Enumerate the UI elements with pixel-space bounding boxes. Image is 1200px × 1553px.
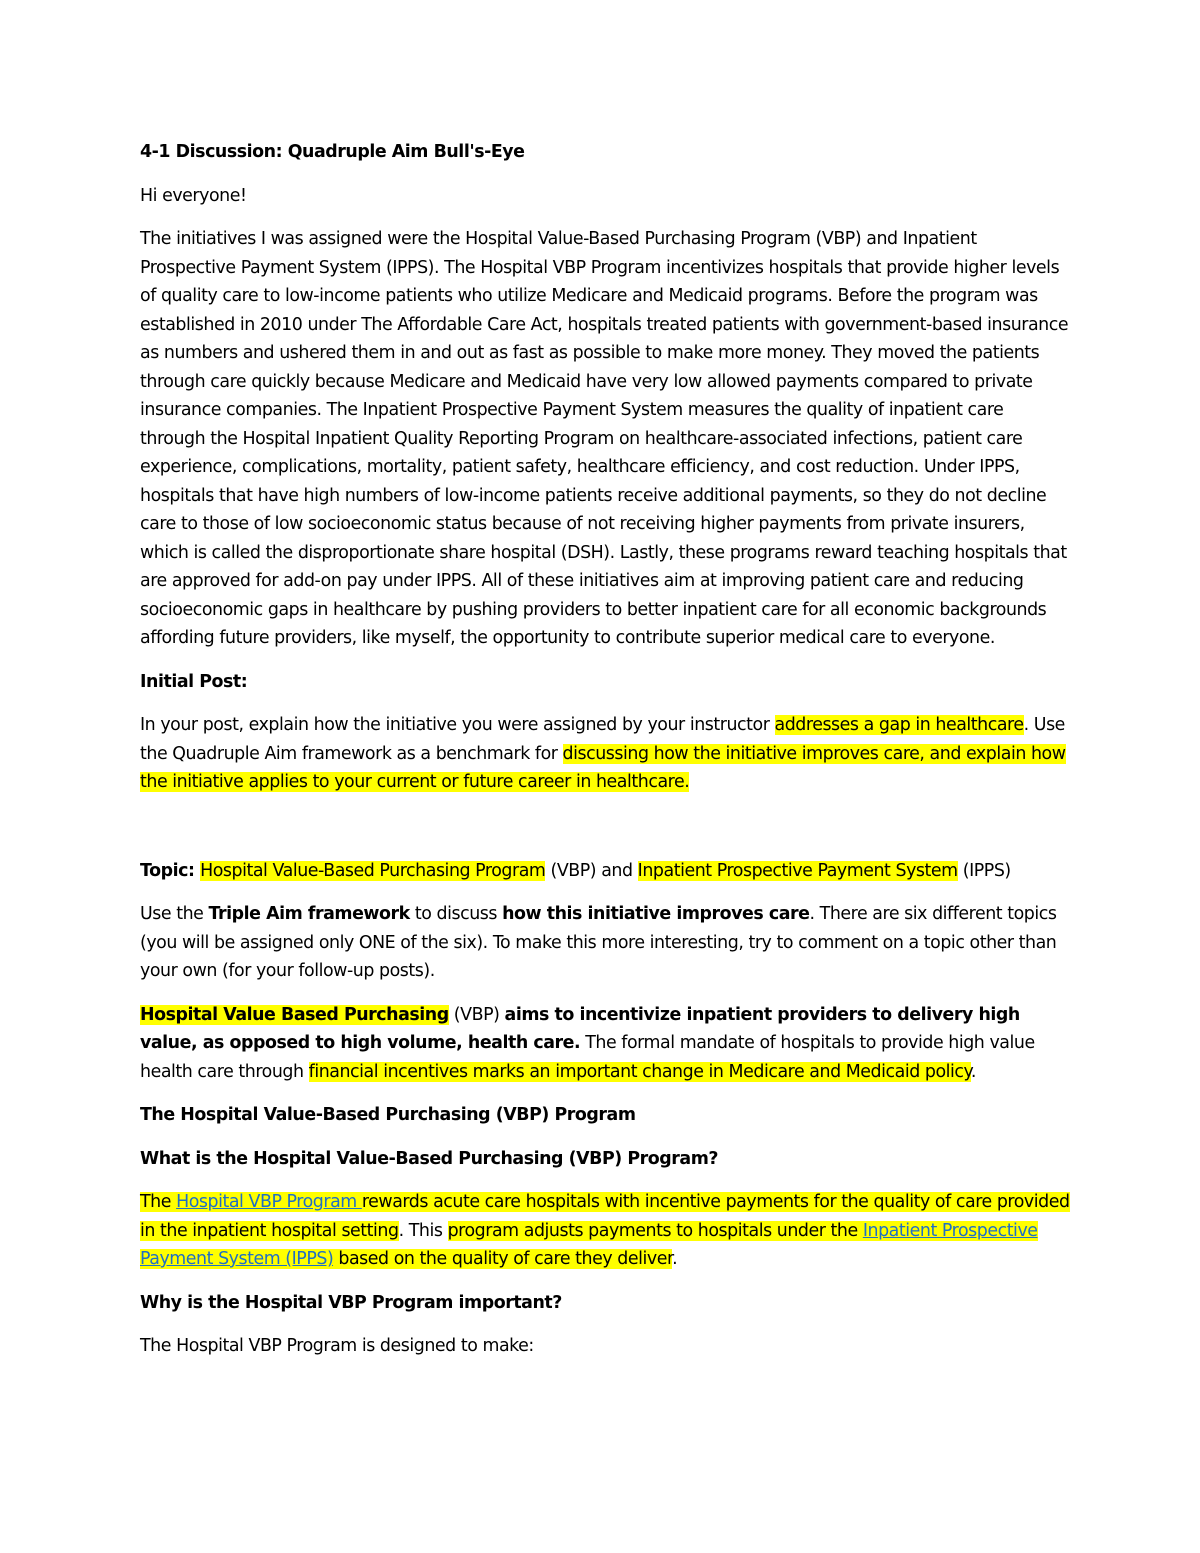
body-paragraph: The initiatives I was assigned were the Hospital Value-Based Purchasing Program (VBP) and Inpatient Prospective Payment System (IPPS). The Hospital VBP Program incentivizes hospitals that provide higher levels of quality care to low-income patients who utilize Medicare and Medicaid programs. Before the program was established in 2010 under The Affordable Care Act, hospitals treated patients with government-based insurance as numbers and ushered them in and out as fast as possible to make more money. They moved the patients through care quickly because Medicare and Medicaid have very low allowed payments compared to private insurance companies. The Inpatient Prospective Payment System measures the quality of inpatient care through the Hospital Inpatient Quality Reporting Program on healthcare-associated infections, patient care experience, complications, mortality, patient safety, healthcare efficiency, and cost reduction. Under IPPS, hospitals that have high numbers of low-income patients receive additional payments, so they do not decline care to those of low socioeconomic status because of not receiving higher payments from private insurers, which is called the disproportionate share hospital (DSH). Lastly, these programs reward teaching hospitals that are approved for add-on pay under IPPS. All of these initiatives aim at improving patient care and reducing socioeconomic gaps in healthcare by pushing providers to better inpatient care for all economic backgrounds affording future providers, like myself, the opportunity to contribute superior medical care to everyone. (140, 229, 1069, 648)
highlight-financial: financial incentives marks an important change in Medicare and Medicaid policy (308, 1061, 971, 1082)
rewards-paragraph (140, 1188, 1070, 1274)
rewards-text-1: . This (398, 1220, 448, 1241)
page-title: 4-1 Discussion: Quadruple Aim Bull's-Eye (140, 142, 525, 162)
vbp-aims-text-2: The formal mandate of hospitals to provide high value health care through (140, 1033, 1035, 1082)
triple-aim-text-2: to discuss (409, 904, 503, 924)
triple-aim-text-1: Use the (140, 904, 209, 924)
highlight-rewards: rewards acute care hospitals with incentive payments for the quality of care provided in the inpatient hospital setting (140, 1192, 1070, 1241)
rewards-text-2: . (672, 1249, 678, 1269)
initial-post-text-2: . Use the Quadruple Aim framework as a benchmark for (140, 715, 1065, 764)
document-content (140, 138, 1070, 1376)
spacer (140, 812, 1070, 857)
vbp-aims-bold: aims to incentivize inpatient providers to delivery high value, as opposed to high volume, health care. (140, 1004, 1020, 1053)
highlight-adjusts: program adjusts payments to hospitals under the (447, 1220, 863, 1241)
highlight-discussing: discussing how the initiative improves care, and explain how the initiative applies to your current or future career in healthcare. (140, 743, 1066, 792)
triple-aim-bold-2: how this initiative improves care (502, 904, 810, 924)
designed-line: The Hospital VBP Program is designed to make: (140, 1336, 534, 1356)
ipps-link[interactable]: Inpatient Prospective Payment System (IPPS) (140, 1220, 1038, 1269)
initial-post-text-1: In your post, explain how the initiative you were assigned by your instructor (140, 715, 775, 735)
triple-aim-text-3: . There are six different topics (you will be assigned only ONE of the six). To make this more interesting, try to comment on a topic other than your own (for your follow-up posts). (140, 904, 1057, 981)
highlight-vbp-name: Hospital Value Based Purchasing (140, 1004, 449, 1025)
topic-text-2: (IPPS) (957, 860, 1011, 881)
initial-post-heading: Initial Post: (140, 671, 248, 692)
vbp-aims-text-1: (VBP) (448, 1004, 505, 1025)
heading-program: The Hospital Value-Based Purchasing (VBP) Program (140, 1105, 636, 1125)
highlight-ipps: Inpatient Prospective Payment System (637, 860, 958, 881)
hospital-vbp-program-link[interactable]: Hospital VBP Program (176, 1192, 362, 1212)
triple-aim-paragraph (140, 900, 1070, 986)
topic-line (140, 857, 1070, 886)
highlight-vbp: Hospital Value-Based Purchasing Program (200, 860, 546, 881)
highlight-gap: addresses a gap in healthcare (774, 715, 1024, 735)
highlight-the: The (140, 1192, 177, 1212)
heading-why: Why is the Hospital VBP Program important? (140, 1292, 562, 1313)
greeting: Hi everyone! (140, 185, 247, 206)
heading-what-is: What is the Hospital Value-Based Purchasing (VBP) Program? (140, 1148, 719, 1169)
vbp-aims-paragraph (140, 1001, 1070, 1087)
highlight-based-on: based on the quality of care they deliver (333, 1249, 673, 1269)
topic-label: Topic: (140, 860, 201, 881)
triple-aim-bold-1: Triple Aim framework (208, 904, 410, 924)
vbp-aims-text-3: . (970, 1061, 976, 1082)
initial-post-paragraph (140, 711, 1070, 797)
topic-text-1: (VBP) and (545, 860, 638, 881)
